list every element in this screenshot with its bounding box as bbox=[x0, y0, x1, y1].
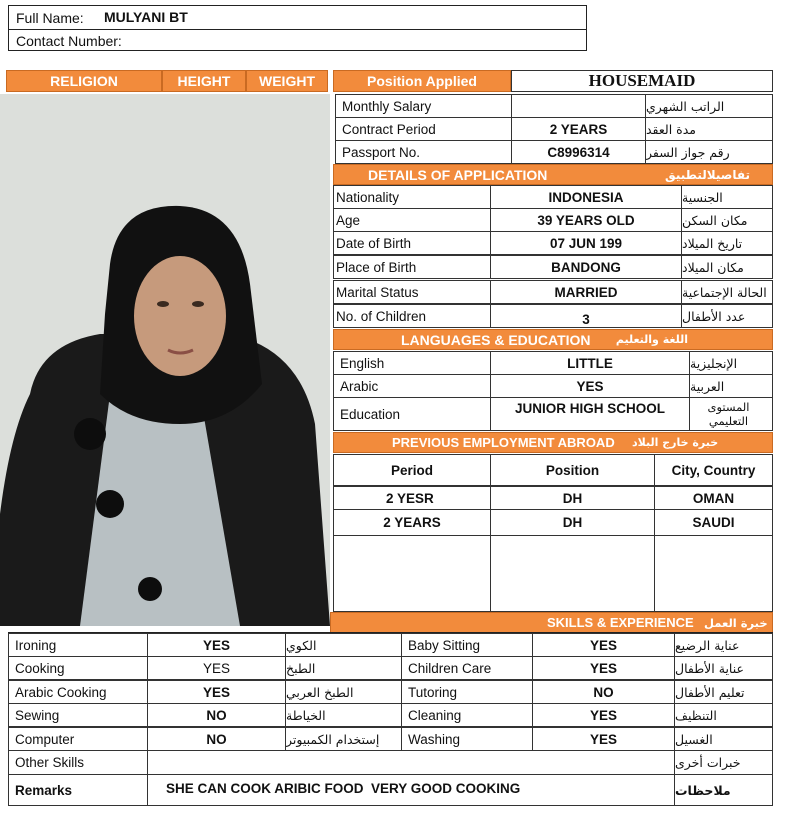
arabic-value: YES bbox=[490, 374, 690, 398]
arabic-ar: العربية bbox=[689, 374, 773, 398]
position-applied-tab: Position Applied bbox=[333, 70, 511, 92]
skill-baby-sitting-ar: عناية الرضيع bbox=[674, 633, 773, 657]
skill-cleaning-ar: التنظيف bbox=[674, 703, 773, 727]
skill-tutoring-ar: تعليم الأطفال bbox=[674, 680, 773, 704]
marital-status-value: MARRIED bbox=[490, 280, 682, 304]
nationality-label: Nationality bbox=[333, 185, 491, 209]
skill-tutoring-value: NO bbox=[532, 680, 675, 704]
employment-header: PREVIOUS EMPLOYMENT ABROAD خبرة خارج البلاد bbox=[333, 432, 773, 453]
emp-row2-period: 2 YEARS bbox=[333, 509, 491, 536]
place-of-birth-label: Place of Birth bbox=[333, 255, 491, 279]
marital-status-label: Marital Status bbox=[333, 280, 491, 304]
languages-header: LANGUAGES & EDUCATION اللغة والتعليم bbox=[333, 329, 773, 350]
passport-no-ar: رقم جواز السفر bbox=[645, 140, 773, 164]
full-name-label: Full Name: bbox=[16, 10, 84, 26]
remarks-ar: ملاحظات bbox=[674, 774, 773, 806]
skill-sewing-value: NO bbox=[147, 703, 286, 727]
divider bbox=[8, 29, 587, 30]
skill-cleaning-value: YES bbox=[532, 703, 675, 727]
marital-status-ar: الحالة الإجتماعية bbox=[681, 280, 773, 304]
skill-children-care-value: YES bbox=[532, 656, 675, 680]
children-ar: عدد الأطفال bbox=[681, 304, 773, 328]
emp-row3-position bbox=[490, 535, 655, 612]
passport-no-value: C8996314 bbox=[511, 140, 646, 164]
monthly-salary-label: Monthly Salary bbox=[335, 94, 512, 118]
skill-cooking-ar: الطبخ bbox=[285, 656, 402, 680]
dob-label: Date of Birth bbox=[333, 231, 491, 255]
religion-tab: RELIGION bbox=[6, 70, 162, 92]
skill-ironing-value: YES bbox=[147, 633, 286, 657]
english-label: English bbox=[333, 351, 491, 375]
children-value: 3 bbox=[490, 304, 682, 328]
skill-arabic-cooking-label: Arabic Cooking bbox=[8, 680, 148, 704]
skill-computer-ar: إستخدام الكمبيوتر bbox=[285, 727, 402, 751]
skill-cleaning-label: Cleaning bbox=[401, 703, 533, 727]
skill-children-care-label: Children Care bbox=[401, 656, 533, 680]
other-skills-ar: خبرات أخرى bbox=[674, 750, 773, 775]
monthly-salary-ar: الراتب الشهري bbox=[645, 94, 773, 118]
remarks-value: SHE CAN COOK ARIBIC FOOD VERY GOOD COOKING bbox=[147, 774, 675, 806]
education-value: JUNIOR HIGH SCHOOL bbox=[490, 397, 690, 431]
education-ar: المستوى التعليمي bbox=[689, 397, 773, 431]
dob-ar: تاريخ الميلاد bbox=[681, 231, 773, 255]
weight-tab: WEIGHT bbox=[246, 70, 328, 92]
dob-value: 07 JUN 199 bbox=[490, 231, 682, 255]
emp-row1-period: 2 YESR bbox=[333, 486, 491, 510]
skill-cooking-value: YES bbox=[147, 656, 286, 680]
nationality-value: INDONESIA bbox=[490, 185, 682, 209]
skill-cooking-label: Cooking bbox=[8, 656, 148, 680]
english-value: LITTLE bbox=[490, 351, 690, 375]
other-skills-value bbox=[147, 750, 675, 775]
emp-row1-position: DH bbox=[490, 486, 655, 510]
emp-header-city: City, Country bbox=[654, 454, 773, 486]
skill-sewing-label: Sewing bbox=[8, 703, 148, 727]
skill-children-care-ar: عناية الأطفال bbox=[674, 656, 773, 680]
skill-computer-label: Computer bbox=[8, 727, 148, 751]
contact-number-label: Contact Number: bbox=[16, 33, 122, 49]
emp-row2-position: DH bbox=[490, 509, 655, 536]
skill-ironing-label: Ironing bbox=[8, 633, 148, 657]
emp-header-period: Period bbox=[333, 454, 491, 486]
details-header: DETAILS OF APPLICATION تفاصيلالتطبيق bbox=[333, 164, 773, 185]
skill-tutoring-label: Tutoring bbox=[401, 680, 533, 704]
age-value: 39 YEARS OLD bbox=[490, 208, 682, 232]
children-label: No. of Children bbox=[333, 304, 491, 328]
english-ar: الإنجليزية bbox=[689, 351, 773, 375]
emp-row3-period bbox=[333, 535, 491, 612]
passport-no-label: Passport No. bbox=[335, 140, 512, 164]
skill-baby-sitting-label: Baby Sitting bbox=[401, 633, 533, 657]
applicant-photo bbox=[0, 94, 330, 626]
remarks-label: Remarks bbox=[8, 774, 148, 806]
skills-header: SKILLS & EXPERIENCE خبرة العمل bbox=[330, 612, 773, 633]
education-label: Education bbox=[333, 397, 491, 431]
nationality-ar: الجنسية bbox=[681, 185, 773, 209]
skill-baby-sitting-value: YES bbox=[532, 633, 675, 657]
age-label: Age bbox=[333, 208, 491, 232]
other-skills-label: Other Skills bbox=[8, 750, 148, 775]
place-of-birth-ar: مكان الميلاد bbox=[681, 255, 773, 279]
full-name-value: MULYANI BT bbox=[104, 9, 188, 25]
skill-arabic-cooking-ar: الطبخ العربي bbox=[285, 680, 402, 704]
arabic-label: Arabic bbox=[333, 374, 491, 398]
place-of-birth-value: BANDONG bbox=[490, 255, 682, 279]
contract-period-ar: مدة العقد bbox=[645, 117, 773, 141]
age-ar: مكان السكن bbox=[681, 208, 773, 232]
skill-sewing-ar: الخياطة bbox=[285, 703, 402, 727]
skill-computer-value: NO bbox=[147, 727, 286, 751]
height-tab: HEIGHT bbox=[162, 70, 246, 92]
emp-header-position: Position bbox=[490, 454, 655, 486]
contract-period-label: Contract Period bbox=[335, 117, 512, 141]
skill-arabic-cooking-value: YES bbox=[147, 680, 286, 704]
skill-washing-label: Washing bbox=[401, 727, 533, 751]
emp-row1-city: OMAN bbox=[654, 486, 773, 510]
skill-ironing-ar: الكوي bbox=[285, 633, 402, 657]
monthly-salary-value bbox=[511, 94, 646, 118]
skill-washing-value: YES bbox=[532, 727, 675, 751]
position-value: HOUSEMAID bbox=[511, 70, 773, 92]
emp-row2-city: SAUDI bbox=[654, 509, 773, 536]
emp-row3-city bbox=[654, 535, 773, 612]
contract-period-value: 2 YEARS bbox=[511, 117, 646, 141]
skill-washing-ar: الغسيل bbox=[674, 727, 773, 751]
